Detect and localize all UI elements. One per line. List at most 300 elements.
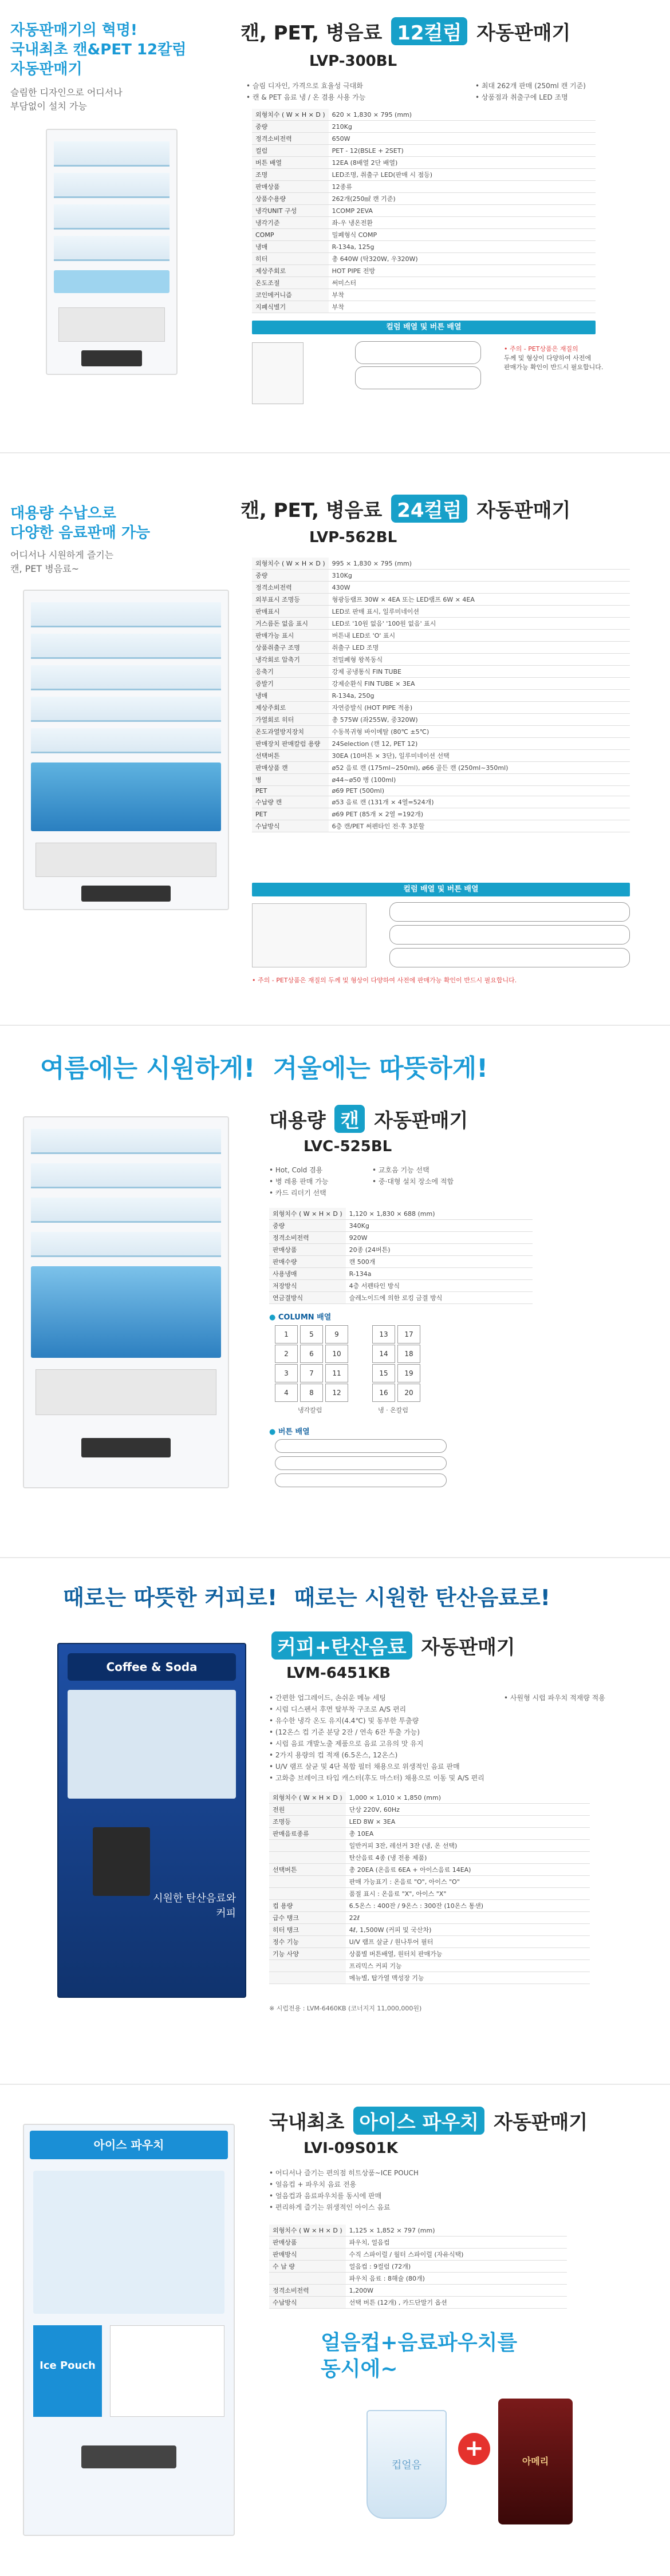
spec-value: 24Selection (캔 12, PET 12) <box>329 738 630 750</box>
s3-title-pre: 대용량 <box>269 1109 326 1132</box>
spec-key: 정격소비전력 <box>252 582 329 594</box>
s1-bullet: • 슬림 디자인, 가격으로 효율성 극대화 <box>246 80 365 92</box>
s4-bullets-right <box>504 1692 605 1704</box>
spec-key: 냉각회로 압축기 <box>252 654 329 666</box>
spec-value: LED로 판매 표시, 일루미네이션 <box>329 606 630 618</box>
spec-key: 연금결방식 <box>269 1292 346 1304</box>
s4-machine-brand: Coffee & Soda <box>68 1653 236 1681</box>
spec-value: 일반커피 3잔, 레선커 3잔 (냉, 온 선택) <box>346 1840 590 1852</box>
spec-value: 20종 (24버튼) <box>346 1244 533 1256</box>
spec-key: 조명 <box>252 169 329 181</box>
spec-value: 총 640W (탁320W, 우320W) <box>329 253 596 265</box>
spec-row <box>252 289 596 301</box>
s3-headline-a: 여름에는 시원하게! <box>40 1054 255 1083</box>
spec-row <box>252 654 630 666</box>
spec-key: 상품취출구 조명 <box>252 642 329 654</box>
s4-headline-a: 때로는 따뜻한 커피로! <box>63 1585 278 1610</box>
spec-key: 외형치수 ( W × H × D ) <box>252 109 329 121</box>
s1-promo-line: 자동판매기의 혁명! <box>10 22 137 39</box>
s2-machine-image <box>23 590 229 910</box>
spec-row <box>252 594 630 606</box>
spec-row <box>269 1936 590 1948</box>
spec-row <box>252 726 630 738</box>
s2-button-layout <box>389 902 630 922</box>
s2-title-post: 자동판매기 <box>476 499 571 522</box>
spec-row <box>252 630 630 642</box>
spec-value: 650W <box>329 133 596 145</box>
s5-tagline-line: 얼음컵+음료파우치를 <box>321 2331 518 2354</box>
column-cell: 1 <box>275 1325 298 1344</box>
s2-spec-table <box>252 558 630 832</box>
divider <box>0 1557 670 1558</box>
s2-title <box>241 495 570 523</box>
s1-promo-sub <box>10 86 123 113</box>
s1-note-line: 두께 및 형상이 다양하여 사전에 <box>504 354 592 362</box>
spec-key: 온도조절 <box>252 277 329 289</box>
s1-bullet: • 상품점과 취출구에 LED 조명 <box>475 92 586 103</box>
spec-key: 컬럼 <box>252 145 329 157</box>
column-cell: 10 <box>325 1345 348 1363</box>
spec-key: 외부표시 조명등 <box>252 594 329 606</box>
spec-key: 외형치수 ( W × H × D ) <box>269 1792 346 1804</box>
column-cell: 16 <box>372 1384 395 1402</box>
spec-value: 탄산음료 4종 (냉 전용 제품) <box>346 1852 590 1864</box>
spec-row <box>269 1876 590 1888</box>
spec-key: 컵 용량 <box>269 1900 346 1912</box>
spec-key: 저장방식 <box>269 1280 346 1292</box>
spec-value: 단상 220V, 60Hz <box>346 1804 590 1816</box>
s5-bullet: • 어디서나 즐기는 편의점 히트상품~ICE POUCH <box>269 2167 419 2179</box>
s3-button-label-text: 버튼 배열 <box>278 1428 310 1436</box>
spec-key: 사용냉매 <box>269 1268 346 1280</box>
column-cell: 4 <box>275 1384 298 1402</box>
spec-value: 310Kg <box>329 570 630 582</box>
column-cell: 7 <box>300 1364 323 1382</box>
s1-promo-line: 국내최초 캔&PET 12칼럼 <box>10 41 187 58</box>
divider <box>0 452 670 453</box>
spec-row <box>269 1840 590 1852</box>
s2-promo-sub <box>10 548 113 576</box>
spec-value: ø69 PET (85개 × 2열 =192개) <box>329 808 630 820</box>
spec-key: 판매장치 판매칼럼 용량 <box>252 738 329 750</box>
spec-key: 냉매 <box>252 690 329 702</box>
spec-row <box>252 582 630 594</box>
spec-row <box>252 774 630 786</box>
s3-button-layout <box>275 1456 447 1470</box>
spec-key <box>269 1840 346 1852</box>
s2-layout-bar: 컬럼 배열 및 버튼 배열 <box>252 883 630 896</box>
section-lvm-6451kb <box>0 1563 670 2067</box>
section-lvi-09s01k <box>0 2089 670 2570</box>
spec-key: 상품수용량 <box>252 193 329 205</box>
spec-row <box>269 2261 567 2273</box>
spec-row <box>252 820 630 832</box>
s3-title-post: 자동판매기 <box>374 1109 468 1132</box>
s2-promo-sub-line: 캔, PET 병음료~ <box>10 563 80 574</box>
s4-footnote: ※ 시럽전용 : LVM-6460KB (코너지지 11,000,000원) <box>269 2005 422 2012</box>
s3-bullet: • 병 레용 판매 가능 <box>269 1176 329 1187</box>
s4-bullet: • 2가지 용량의 컵 적재 (6.5온스, 12온스) <box>269 1749 484 1761</box>
spec-row <box>269 1804 590 1816</box>
blue-dot-icon: ● <box>269 1313 276 1322</box>
spec-value: U/V 램프 살균 / 원나투어 필터 <box>346 1936 590 1948</box>
spec-key: 외형치수 ( W × H × D ) <box>269 1208 346 1220</box>
spec-key: COMP <box>252 229 329 241</box>
spec-value: 부착 <box>329 289 596 301</box>
s5-bullets <box>269 2167 419 2213</box>
s4-bullet: • 간편한 업그레이드, 손쉬운 메뉴 세팅 <box>269 1692 484 1704</box>
spec-row <box>269 1864 590 1876</box>
s2-promo-line: 다양한 음료판매 가능 <box>10 524 151 542</box>
s3-bullet: • 중·대형 설치 장소에 적합 <box>372 1176 454 1187</box>
s5-tagline-line: 동시에~ <box>321 2357 398 2381</box>
s5-bullet: • 얼음컵과 음료파우치를 동시에 판매 <box>269 2190 419 2202</box>
spec-key: 냉각기준 <box>252 217 329 229</box>
spec-row <box>252 690 630 702</box>
spec-key: PET <box>252 786 329 796</box>
spec-key: 정격소비전력 <box>252 133 329 145</box>
divider <box>0 2084 670 2085</box>
s3-column-label-text: COLUMN 배열 <box>278 1313 332 1322</box>
spec-value: 상품별 버튼배열, 원터치 판매가능 <box>346 1948 590 1960</box>
s3-button-layout <box>275 1439 447 1453</box>
spec-key: 냉각UNIT 구성 <box>252 205 329 217</box>
s5-machine-brand: Ice Pouch <box>33 2325 102 2417</box>
spec-key: 기능 사양 <box>269 1948 346 1960</box>
spec-key: 정격소비전력 <box>269 1232 346 1244</box>
spec-value: 총 575W (좌255W, 중320W) <box>329 714 630 726</box>
divider <box>0 1025 670 1026</box>
spec-row <box>252 738 630 750</box>
spec-row <box>252 558 630 570</box>
spec-value: 6층 캔/PET 써펜타인 전·후 3분할 <box>329 820 630 832</box>
s2-model: LVP-562BL <box>309 529 397 546</box>
spec-key <box>269 1852 346 1864</box>
column-cell: 20 <box>397 1384 420 1402</box>
spec-value: 262개(250㎖ 캔 기준) <box>329 193 596 205</box>
spec-value: LED조명, 취출구 LED(판매 시 점등) <box>329 169 596 181</box>
spec-key: 제상주회로 <box>252 265 329 277</box>
spec-value: 강제순환식 FIN TUBE × 3EA <box>329 678 630 690</box>
spec-key: 거스름돈 없음 표시 <box>252 618 329 630</box>
column-cell: 18 <box>397 1345 420 1363</box>
s4-headline-b: 때로는 시원한 탄산음료로! <box>294 1585 550 1610</box>
s3-column-grid <box>275 1325 515 1417</box>
spec-value: 파우치 음료 : 8해슐 (80개) <box>346 2273 567 2285</box>
spec-row <box>252 570 630 582</box>
pouch-image: 아메리 <box>498 2399 573 2524</box>
spec-key: 온도과열방지장치 <box>252 726 329 738</box>
s4-bullet: • 유수한 냉각 온도 유지(4.4℃) 및 동부한 투출량 <box>269 1715 484 1726</box>
spec-key: 수납량 캔 <box>252 796 329 808</box>
spec-row <box>252 265 596 277</box>
spec-key: 응축기 <box>252 666 329 678</box>
spec-value: 취출구 LED 조명 <box>329 642 630 654</box>
spec-row <box>269 1948 590 1960</box>
spec-row <box>252 786 630 796</box>
spec-value: 선택 버튼 (12개) , 카드단말기 옵션 <box>346 2297 567 2309</box>
spec-value: 얼음컵 : 9컬럼 (72개) <box>346 2261 567 2273</box>
spec-value: 버튼내 LED로 'O' 표시 <box>329 630 630 642</box>
s1-note-line: • 주의 - PET상품은 재질의 <box>504 345 578 353</box>
column-cell: 2 <box>275 1345 298 1363</box>
spec-row <box>269 1924 590 1936</box>
spec-row <box>252 169 596 181</box>
spec-row <box>269 1828 590 1840</box>
spec-row <box>269 1888 590 1900</box>
spec-key: 중량 <box>252 121 329 133</box>
spec-row <box>252 241 596 253</box>
s1-title-pre: 캔, PET, 병음료 <box>241 22 383 45</box>
spec-key: 지폐식별기 <box>252 301 329 313</box>
spec-value: R-134a, 125g <box>329 241 596 253</box>
s3-title-highlight: 캔 <box>334 1105 365 1133</box>
spec-key: 버튼 배열 <box>252 157 329 169</box>
spec-value: 12EA (8배열 2단 배열) <box>329 157 596 169</box>
spec-row <box>269 2297 567 2309</box>
s4-title <box>269 1631 515 1660</box>
spec-key <box>269 1972 346 1984</box>
spec-value: ø69 PET (500ml) <box>329 786 630 796</box>
s1-promo <box>10 21 186 79</box>
spec-row <box>269 1960 590 1972</box>
s4-bullet: • (12온스 컵 기준 분당 2잔 / 연속 6잔 투출 가능) <box>269 1726 484 1738</box>
spec-key: 중량 <box>269 1220 346 1232</box>
spec-key <box>269 1960 346 1972</box>
s1-bullets-right <box>475 80 586 103</box>
s4-title-highlight: 커피+탄산음료 <box>271 1631 412 1660</box>
column-cell: 8 <box>300 1384 323 1402</box>
s4-model: LVM-6451KB <box>286 1665 391 1682</box>
column-cell: 15 <box>372 1364 395 1382</box>
s3-bullets-left <box>269 1164 329 1199</box>
spec-row <box>252 808 630 820</box>
s5-machine-banner: 아이스 파우치 <box>30 2131 228 2159</box>
spec-value: 전밀폐형 왕복동식 <box>329 654 630 666</box>
spec-value: 1,120 × 1,830 × 688 (mm) <box>346 1208 533 1220</box>
s2-promo-line: 대용량 수납으로 <box>10 505 116 522</box>
s2-promo-sub-line: 어디서나 시원하게 즐기는 <box>10 550 114 560</box>
spec-row <box>269 1244 533 1256</box>
grid-caption: 냉각칼럼 <box>298 1406 322 1414</box>
s5-model: LVI-09S01K <box>304 2140 398 2157</box>
s2-note: • 주의 - PET상품은 재질의 두께 및 형상이 다양하여 사전에 판매가능 확인이 반드시 필요합니다. <box>252 977 517 984</box>
s2-title-pre: 캔, PET, 병음료 <box>241 499 383 522</box>
spec-value: 920W <box>346 1232 533 1244</box>
spec-value: R-134a <box>346 1268 533 1280</box>
spec-row <box>269 1268 533 1280</box>
section-lvp-562bl <box>0 487 670 1002</box>
spec-row <box>269 2225 567 2237</box>
spec-value: 판매 가능표기 : 온음료 "O", 아이스 "O" <box>346 1876 590 1888</box>
s4-headline <box>63 1580 550 1611</box>
spec-row <box>269 2285 567 2297</box>
spec-value: R-134a, 250g <box>329 690 630 702</box>
s4-bullet: • 시럽 음료 개발노출 제품으로 음료 고유의 맛 유지 <box>269 1738 484 1749</box>
spec-key: 정격소비전력 <box>269 2285 346 2297</box>
spec-value: 캔 500개 <box>346 1256 533 1268</box>
s1-bullet: • 캔 & PET 음료 냉 / 온 겸용 사용 가능 <box>246 92 365 103</box>
spec-key: 판매방식 <box>269 2249 346 2261</box>
s1-title <box>241 17 570 45</box>
s2-column-diagram <box>252 903 366 967</box>
column-cell: 13 <box>372 1325 395 1344</box>
spec-key: 조명등 <box>269 1816 346 1828</box>
s4-bullet: • 시럽 디스펜서 후면 탈부착 구조로 A/S 편리 <box>269 1704 484 1715</box>
column-cell: 6 <box>300 1345 323 1363</box>
spec-value: 1,200W <box>346 2285 567 2297</box>
spec-key: 판매음료종류 <box>269 1828 346 1840</box>
spec-row <box>269 1792 590 1804</box>
spec-key: 판매상품 캔 <box>252 762 329 774</box>
spec-row <box>269 1208 533 1220</box>
spec-value: 강제 공냉통식 FIN TUBE <box>329 666 630 678</box>
spec-value: 메뉴별, 탑가열 맥성장 기능 <box>346 1972 590 1984</box>
s3-spec-table <box>269 1208 533 1304</box>
section-lvc-525bl <box>0 1030 670 1523</box>
s1-spec-table <box>252 109 596 313</box>
s5-title-highlight: 아이스 파우치 <box>353 2107 484 2135</box>
s3-bullet: • 카드 리더기 선택 <box>269 1187 329 1199</box>
s1-layout-bar: 컬럼 배열 및 버튼 배열 <box>252 321 596 334</box>
s4-bullet: • U/V 램프 살균 및 4단 복합 필터 채용으로 위생적인 음료 판매 <box>269 1761 484 1772</box>
spec-row <box>269 1256 533 1268</box>
spec-value: 12종류 <box>329 181 596 193</box>
s1-note-line: 판매가능 확인이 반드시 필요합니다. <box>504 364 604 371</box>
spec-row <box>252 205 596 217</box>
s1-note <box>504 345 603 372</box>
spec-key: 냉매 <box>252 241 329 253</box>
spec-value: ø53 음료 캔 (131개 × 4열=524개) <box>329 796 630 808</box>
spec-row <box>269 1292 533 1304</box>
s4-machine-image <box>57 1643 246 1998</box>
s3-bullet: • 교호음 기능 선택 <box>372 1164 454 1176</box>
spec-key: 병 <box>252 774 329 786</box>
spec-value: PET - 12(BSLE + 2SET) <box>329 145 596 157</box>
s3-model: LVC-525BL <box>304 1138 392 1155</box>
s3-bullets-right <box>372 1164 454 1187</box>
spec-key <box>269 2273 346 2285</box>
spec-row <box>252 253 596 265</box>
s5-spec-table <box>269 2225 567 2309</box>
spec-row <box>252 702 630 714</box>
spec-value: 슬레노이드에 의한 로킹 금결 방식 <box>346 1292 533 1304</box>
s5-bullet: • 얼음컵 + 파우치 음료 전용 <box>269 2179 419 2190</box>
spec-value: ø52 음료 캔 (175ml~250ml), ø66 골든 캔 (250ml~350ml) <box>329 762 630 774</box>
s1-promo-sub-line: 부담없이 설치 가능 <box>10 101 87 112</box>
spec-key: 히터 탱크 <box>269 1924 346 1936</box>
spec-row <box>269 1972 590 1984</box>
spec-key: 증발기 <box>252 678 329 690</box>
column-cell: 19 <box>397 1364 420 1382</box>
spec-key: 선택버튼 <box>252 750 329 762</box>
spec-row <box>252 714 630 726</box>
spec-key: 코인메커니즘 <box>252 289 329 301</box>
spec-value: LED로 '10원 없음' '100원 없음' 표시 <box>329 618 630 630</box>
blue-dot-icon: ● <box>269 1428 276 1436</box>
section-lvp-300bl <box>0 0 670 412</box>
spec-row <box>252 666 630 678</box>
spec-key: 중량 <box>252 570 329 582</box>
spec-value: 995 × 1,830 × 795 (mm) <box>329 558 630 570</box>
spec-key: 급수 탱크 <box>269 1912 346 1924</box>
s5-machine-image <box>23 2124 235 2536</box>
spec-key: 선택버튼 <box>269 1864 346 1876</box>
s1-title-highlight: 12컬럼 <box>391 17 467 45</box>
s4-bullet: • 고화층 브레이크 타입 캐스터(후도 마스터) 채용으로 이동 및 A/S 편리 <box>269 1772 484 1784</box>
spec-value: 6.5온스 : 400잔 / 9온스 : 300잔 (10온스 통샌) <box>346 1900 590 1912</box>
s5-title-pre: 국내최초 <box>269 2111 345 2134</box>
spec-key: 외형치수 ( W × H × D ) <box>252 558 329 570</box>
spec-key: 판매가능 표시 <box>252 630 329 642</box>
column-cell: 9 <box>325 1325 348 1344</box>
spec-value: 총 20EA (온음료 6EA + 아이스음료 14EA) <box>346 1864 590 1876</box>
s2-button-layout <box>389 925 630 945</box>
s3-button-layout <box>275 1473 447 1487</box>
spec-row <box>252 762 630 774</box>
s3-machine-image <box>23 1116 229 1488</box>
spec-row <box>269 1232 533 1244</box>
s5-tagline <box>321 2330 517 2383</box>
spec-row <box>252 618 630 630</box>
s4-spec-table <box>269 1792 590 1984</box>
spec-row <box>269 1912 590 1924</box>
spec-row <box>269 1852 590 1864</box>
spec-value: 총 10EA <box>346 1828 590 1840</box>
spec-row <box>269 2249 567 2261</box>
spec-value: 자연증발식 (HOT PIPE 적용) <box>329 702 630 714</box>
spec-row <box>269 2273 567 2285</box>
s2-promo <box>10 504 150 543</box>
spec-row <box>252 678 630 690</box>
spec-row <box>252 193 596 205</box>
grid-caption: 냉 · 온칼럼 <box>378 1406 408 1414</box>
spec-key: 정수 기능 <box>269 1936 346 1948</box>
spec-row <box>269 1900 590 1912</box>
spec-key <box>269 1876 346 1888</box>
column-cell: 12 <box>325 1384 348 1402</box>
ice-cup-image: 컵얼음 <box>366 2410 447 2519</box>
spec-value: 프리믹스 커피 기능 <box>346 1960 590 1972</box>
spec-key: 수납방식 <box>269 2297 346 2309</box>
spec-key: 가열회로 히터 <box>252 714 329 726</box>
spec-value: 수동복귀형 바이메탈 (80℃ ±5℃) <box>329 726 630 738</box>
s1-bullets-left <box>246 80 365 103</box>
s1-button-layout <box>355 366 481 389</box>
spec-value: 파우치, 얼음컵 <box>346 2237 567 2249</box>
s1-machine-image <box>46 129 178 375</box>
s2-title-highlight: 24컬럼 <box>391 495 467 523</box>
spec-value: 1COMP 2EVA <box>329 205 596 217</box>
spec-value: 430W <box>329 582 630 594</box>
spec-key: 히터 <box>252 253 329 265</box>
spec-value: 1,000 × 1,010 × 1,850 (mm) <box>346 1792 590 1804</box>
spec-key: 판매표시 <box>252 606 329 618</box>
spec-value: 밀폐형식 COMP <box>329 229 596 241</box>
spec-row <box>252 750 630 762</box>
s1-button-layout <box>355 341 481 364</box>
spec-value: 수직 스파이럴 / 월터 스파이럴 (자유식택) <box>346 2249 567 2261</box>
spec-value: 품절 표시 : 온음료 "X", 아이스 "X" <box>346 1888 590 1900</box>
column-cell: 5 <box>300 1325 323 1344</box>
spec-value: 형광등램프 30W × 4EA 또는 LED램프 6W × 4EA <box>329 594 630 606</box>
spec-value: 4층 서펜타인 방식 <box>346 1280 533 1292</box>
spec-row <box>252 796 630 808</box>
column-cell: 17 <box>397 1325 420 1344</box>
s3-bullet: • Hot, Cold 겸용 <box>269 1164 329 1176</box>
spec-key: 판매수량 <box>269 1256 346 1268</box>
spec-value: 1,125 × 1,852 × 797 (mm) <box>346 2225 567 2237</box>
